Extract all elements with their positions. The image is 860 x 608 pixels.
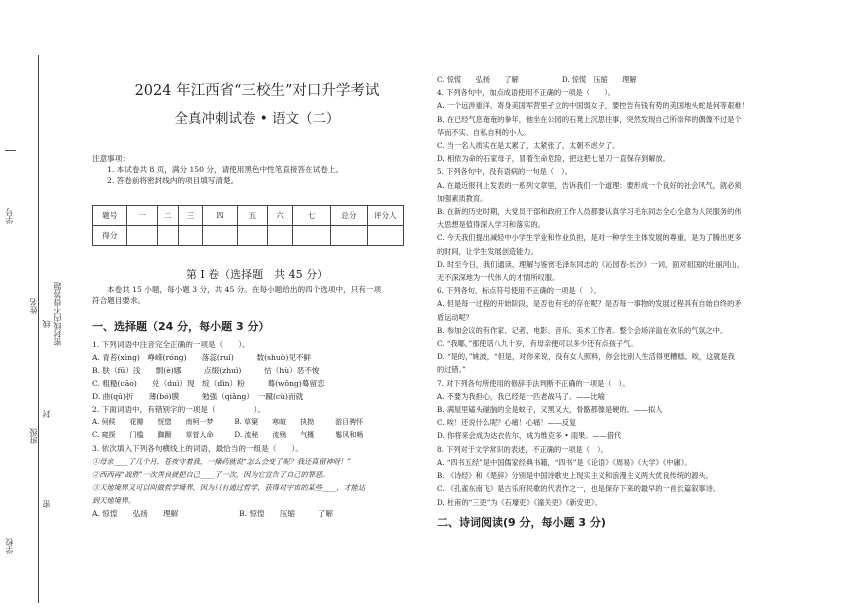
- question-line: 的过错。”: [437, 365, 466, 375]
- question-line: B. 在已经气息奄奄的拳年，他坐在公园的石凳上沉思往事，突然发现自己所崇拜的偶像不过是个: [437, 114, 742, 124]
- question-line: A. “四书五经”是中国儒家经典书籍，“四书”是《论语》《周易》《大学》《中庸》。: [437, 457, 692, 467]
- question-line: 8. 下列对于文学常识的表述，不正确的一项是（ ）。: [437, 444, 608, 454]
- score-cell[interactable]: [157, 226, 178, 246]
- question-line: 5. 下列各句中，没有语病的一句是（ ）。: [437, 167, 572, 177]
- score-cell[interactable]: [331, 226, 367, 246]
- exam-subtitle: 全真冲刺试卷 • 语文（二）: [174, 111, 340, 127]
- intro-line: 符合题目要求。: [92, 296, 146, 305]
- school-label: 学校: [5, 538, 14, 554]
- line-char: 线: [42, 320, 51, 328]
- student-id-blank: [5, 150, 16, 151]
- notes-item: 2. 答卷前将密封线内的项目填写清楚。: [107, 176, 239, 185]
- question-line: C. 今天我们提出减轻中小学生学业和作业负担，是对一种学生主体发展的尊重，是为了腾出更多: [437, 233, 742, 243]
- secret-char: 密: [42, 500, 51, 508]
- score-cell[interactable]: [367, 226, 403, 246]
- question-line: D. 时至今日，我们通读、理解与鉴赏毛泽东同志的《沁园春·长沙》一词，面对祖国的壮丽河山，: [437, 259, 745, 269]
- quote-line: ③天地境界又可以叫做哲学境界，因为只有通过哲学，获得对宇宙的某些____，才能达: [92, 483, 366, 492]
- option-b: B. 惊惶 压缩 了解: [239, 509, 333, 518]
- question-line: 1. 下列词语中注音完全正确的一项是（ ）。: [92, 340, 250, 349]
- intro-line: 本卷共 15 小题，每小题 3 分，共 45 分。在每小题给出的四个选项中，只有一项: [107, 285, 382, 294]
- notes-item: 1. 本试卷共 8 页，满分 150 分，请使用黑色中性笔直接答在试卷上。: [107, 165, 344, 174]
- question-line: D. 曲(qū)折 薄(bó)膜 勉强（qiǎng） 一蹴(cù)而就: [92, 392, 304, 401]
- name-label: 姓名: [29, 298, 38, 314]
- question-line: 大思想是值得深入学习和落实的。: [437, 220, 545, 230]
- question-line: A. 一个远涉重洋、寄身美国军营里孑立的中国弱女子，要控告有钱有势的美国地头蛇是何等艰难！: [437, 101, 749, 111]
- score-header-cell: 二: [157, 206, 178, 226]
- question-line: C. 惊慌 弘扬 了解 D. 惊慌 压缩 理解: [437, 75, 637, 84]
- score-header-cell: 评分人: [367, 206, 403, 226]
- quote-line: ②西西再“战胜”一次善良就把自己____了一次，因为它宣告了自己的罪恶。: [92, 470, 330, 479]
- question-line: D. “是的，”姚波，“但是，对你来说，没有女人照料，你会比别人生活得更糟糕。唉，这就是我: [437, 352, 735, 362]
- option-a: A. 惊惶 弘扬 理解: [92, 509, 179, 518]
- right-question-lines: [437, 73, 855, 509]
- score-header-cell: 五: [237, 206, 268, 226]
- question-line: B. 在新的历史时期，大党员干部和政府工作人员都要认真学习毛东同志全心全意为人民服务的伟: [437, 207, 742, 217]
- question-line: D. 杜甫的“三吏”为《石壕吏》《潼关吏》《新安吏》。: [437, 497, 602, 507]
- score-header-cell: 六: [268, 206, 293, 226]
- quote-line: 到天地境界。: [92, 496, 136, 505]
- right-column: [437, 73, 855, 530]
- question-line: 华而不实、自私自利的小人。: [437, 127, 531, 137]
- question-line: 6. 下列各句，标点符号使用不正确的一项是（ ）。: [437, 286, 601, 296]
- question-line: A. 伺候 花瓣 恍惚 南柯一梦 B. 草窠 寒暄 执拗 游目骋怀: [92, 418, 364, 426]
- question-line: A. 但是每一过程的开始阶段，是否也有毛的存在呢？是否每一事物的发展过程具有自始自终的矛: [437, 299, 742, 309]
- score-cell[interactable]: [237, 226, 268, 246]
- part1-intro: [92, 284, 381, 306]
- question-line: 盾运动呢？: [437, 312, 473, 322]
- score-cell[interactable]: [127, 226, 158, 246]
- section1-title: 一、选择题（24 分，每小题 3 分）: [92, 320, 270, 333]
- question-line: B. 满屋里磕头碰脑的全是蚊子，又黑又大，骨骼都像是硬的。——拟人: [437, 405, 663, 415]
- score-cell[interactable]: [292, 226, 330, 246]
- question-line: C. 当一名人质实在是太累了，太紧张了，太朝不虑夕了。: [437, 141, 620, 151]
- question-line: 无不深深地为一代伟人的才情所叹服。: [437, 273, 560, 283]
- question-line: 3. 依次填入下列各句横线上的词语，最恰当的一组是（ ）。: [92, 444, 303, 453]
- question-line: C. 唉！还说什么呢？心痛！心痛！——反复: [437, 418, 577, 428]
- option-row: [92, 507, 365, 520]
- exam-title: 2024 年江西省“三校生”对口升学考试: [134, 83, 380, 99]
- seal-char: 封: [42, 410, 51, 418]
- question-line: A. 不要为我担心，我已经是一匹老战马了。——比喻: [437, 391, 605, 401]
- question-line: B. 肤（fū）浅 剽(è)娜 点缀(zhuì) 怙（hù）恶不悛: [92, 366, 320, 375]
- score-header-cell: 三: [178, 206, 203, 226]
- questions-1-3: [92, 338, 365, 520]
- section2-title: 二、诗词阅读(9 分，每小题 3 分): [437, 515, 606, 529]
- quote-line: ①母亲____了几个月，苍夜守着我，一操药就说“怎么会变了呢？我还真留神呀！”: [92, 457, 351, 466]
- score-cell[interactable]: [203, 226, 237, 246]
- question-line: C. 窥探 门槛 踟蹰 草菅人命 D. 流秘 流殇 气概 鬈风和畅: [92, 431, 364, 439]
- question-line: C. 粗糙(cāo) 兑（duì）现 绽（dìn）粉 蓦(wǒng)蓦留恋: [92, 379, 325, 388]
- seal-notice: 密封线内不得答题: [53, 282, 62, 346]
- part1-title: 第 I 卷（选择题 共 45 分）: [185, 268, 329, 281]
- notes-block: [92, 153, 343, 186]
- question-line: C. “我哪，”那使话八九十岁，有母亲便可以多少还有点孩子气。: [437, 339, 638, 349]
- score-header-cell: 四: [203, 206, 237, 226]
- question-line: 7. 对下列各句所使用的修辞手法判断不正确的一项是（ ）。: [437, 378, 630, 388]
- score-table-header-row: [93, 206, 404, 226]
- seal-line: [38, 55, 39, 603]
- question-line: C. 《孔雀东南飞》是古乐府民歌的代表作之一，也是保存下来的最早的一首长篇叙事诗。: [437, 484, 720, 494]
- score-header-cell: 总分: [331, 206, 367, 226]
- score-table-score-row: [93, 226, 404, 246]
- question-line: B. 《诗经》和《楚辞》分别是中国诗歌史上现实主义和浪漫主义两大优良传统的源头。: [437, 471, 713, 481]
- question-line: 加强素质教育。: [437, 193, 488, 203]
- question-line: 的时间，让学生发展创造能力。: [437, 246, 538, 256]
- score-header-cell: 一: [127, 206, 158, 226]
- score-cell[interactable]: [268, 226, 293, 246]
- class-label: 班级: [29, 428, 38, 444]
- question-line: 4. 下列各句中，加点成语使用不正确的一项是（ ）。: [437, 88, 616, 98]
- notes-heading: 注意事项：: [92, 154, 130, 163]
- score-table: [92, 205, 404, 246]
- question-line: 2. 下面词语中，有错别字的一项是（ ）。: [92, 405, 265, 414]
- student-id-label: 学号: [5, 208, 14, 224]
- score-cell[interactable]: [178, 226, 203, 246]
- score-row-label: 得分: [93, 226, 127, 246]
- score-header-cell: 题号: [93, 206, 127, 226]
- question-line: B. 参加会议的有作家、记者、电影、音乐、美术工作者。整个会场洋溢在欢乐的气氛之中。: [437, 325, 728, 335]
- question-line: A. 青苔(xìng) 峥嵘(róng) 落蕊(ruǐ) 数(shuò)见不鲜: [92, 353, 312, 362]
- question-line: D. 你将来会成为达衣佐尔，成为维克多 • 雨果。——借代: [437, 431, 622, 441]
- binding-margin: [0, 0, 80, 608]
- question-line: D. 相依为命的石家母子，冒着生命危险，把这把七星刀一直保存到解放。: [437, 154, 670, 164]
- question-line: A. 在最近报刊上发表的一系列文章里，告诉我们一个道理：要形成一个良好的社会风气，就必须: [437, 180, 742, 190]
- score-header-cell: 七: [292, 206, 330, 226]
